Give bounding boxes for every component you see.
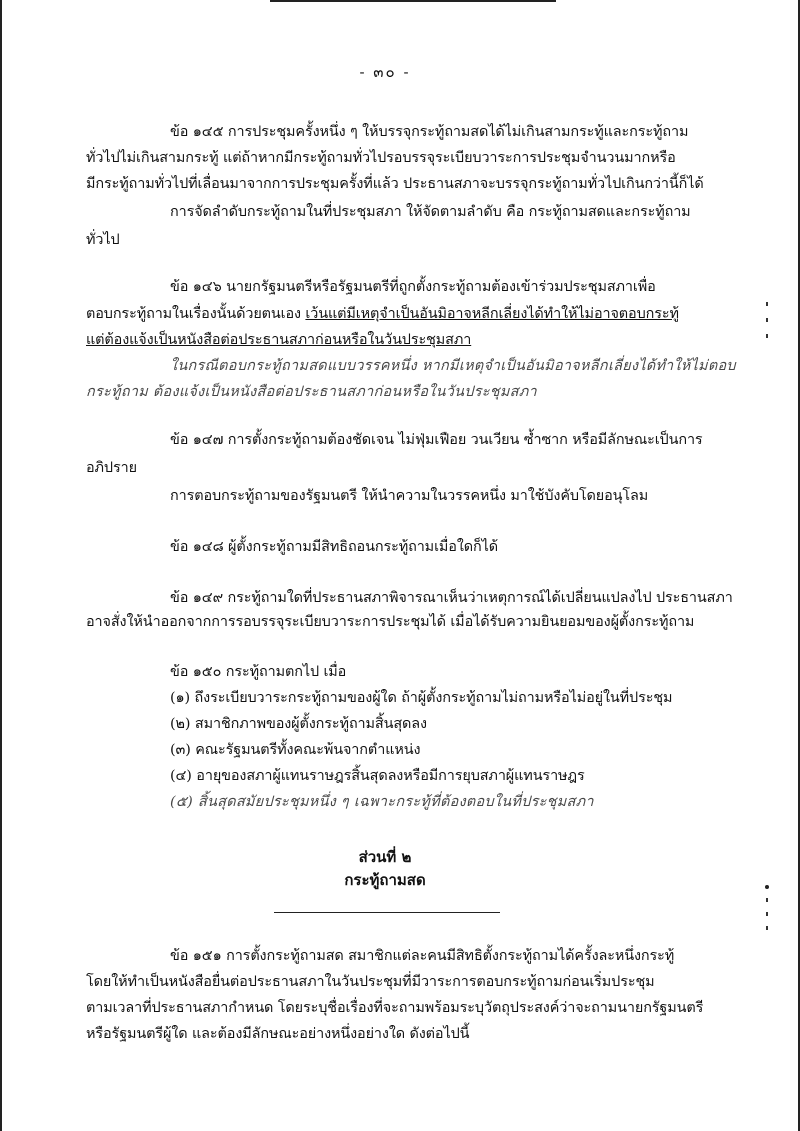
section-150-item-2: (๒) สมาชิกภาพของผู้ตั้งกระทู้ถามสิ้นสุดลง [170,716,427,732]
scan-mark [766,912,768,916]
section-divider [274,912,500,913]
section-149-line-2: อาจสั่งให้นำออกจากการรอบรรจุระเบียบวาระการประชุมได้ เมื่อได้รับความยินยอมของผู้ตั้งกระทู้ถาม [86,614,695,630]
section-146-line-2-text: ตอบกระทู้ถามในเรื่องนั้นด้วยตนเอง [86,306,306,322]
scan-mark [766,318,768,322]
section-145-line-3: มีกระทู้ถามทั่วไปที่เลื่อนมาจากการประชุมครั้งที่แล้ว ประธานสภาจะบรรจุกระทู้ถามทั่วไปเกินกว่านี้ก็ได้ [86,176,704,192]
section-145-line-5: ทั่วไป [86,232,120,248]
top-rule [270,0,556,2]
section-150-item-4: (๔) อายุของสภาผู้แทนราษฎรสิ้นสุดลงหรือมีการยุบสภาผู้แทนราษฎร [170,768,585,784]
section-146-line-2-underlined: เว้นแต่มีเหตุจำเป็นอันมิอาจหลีกเลี่ยงได้ทำให้ไม่อาจตอบกระทู้ [305,306,679,322]
section-146-line-3: แต่ต้องแจ้งเป็นหนังสือต่อประธานสภาก่อนหรือในวันประชุมสภา [86,332,472,348]
section-145-line-4: การจัดลำดับกระทู้ถามในที่ประชุมสภา ให้จัดตามลำดับ คือ กระทู้ถามสดและกระทู้ถาม [170,204,691,220]
section-151-line-4: หรือรัฐมนตรีผู้ใด และต้องมีลักษณะอย่างหนึ่งอย่างใด ดังต่อไปนี้ [86,1026,470,1042]
section-150-line-1: ข้อ ๑๕๐ กระทู้ถามตกไป เมื่อ [170,664,347,680]
section-146-line-4: ในกรณีตอบกระทู้ถามสดแบบวรรคหนึ่ง หากมีเหตุจำเป็นอันมิอาจหลีกเลี่ยงได้ทำให้ไม่ตอบ [170,358,736,374]
scan-mark [766,334,768,338]
section-150-item-1: (๑) ถึงระเบียบวาระกระทู้ถามของผู้ใด ถ้าผู้ตั้งกระทู้ถามไม่ถามหรือไม่อยู่ในที่ประชุม [170,690,673,706]
section-145-line-1: ข้อ ๑๔๕ การประชุมครั้งหนึ่ง ๆ ให้บรรจุกระทู้ถามสดได้ไม่เกินสามกระทู้และกระทู้ถาม [170,124,689,140]
section-151-line-3: ตามเวลาที่ประธานสภากำหนด โดยระบุชื่อเรื่องที่จะถามพร้อมระบุวัตถุประสงค์ว่าจะถามนายกรัฐมนตรี [86,1000,704,1016]
part-subtitle: กระทู้ถามสด [344,871,426,889]
scan-mark [766,926,768,930]
part-title: ส่วนที่ ๒ [358,848,412,866]
section-146-line-5: กระทู้ถาม ต้องแจ้งเป็นหนังสือต่อประธานสภาก่อนหรือในวันประชุมสภา [86,384,537,400]
section-149-line-1: ข้อ ๑๔๙ กระทู้ถามใดที่ประธานสภาพิจารณาเห็นว่าเหตุการณ์ได้เปลี่ยนแปลงไป ประธานสภา [170,590,733,606]
section-151-line-1: ข้อ ๑๕๑ การตั้งกระทู้ถามสด สมาชิกแต่ละคนมีสิทธิตั้งกระทู้ถามได้ครั้งละหนึ่งกระทู้ [170,948,675,964]
section-147-line-1: ข้อ ๑๔๗ การตั้งกระทู้ถามต้องชัดเจน ไม่ฟุ่มเฟือย วนเวียน ซ้ำซาก หรือมีลักษณะเป็นการ [170,432,703,448]
page-number: - ๓๐ - [359,63,411,81]
scan-mark [766,302,768,306]
section-147-line-2: อภิปราย [86,460,137,476]
scan-mark [766,898,768,902]
scan-dot [765,885,769,889]
section-146-line-2 [86,304,679,324]
section-148-line-1: ข้อ ๑๔๘ ผู้ตั้งกระทู้ถามมีสิทธิถอนกระทู้ถามเมื่อใดก็ได้ [170,539,498,555]
section-147-line-3: การตอบกระทู้ถามของรัฐมนตรี ให้นำความในวรรคหนึ่ง มาใช้บังคับโดยอนุโลม [170,488,649,504]
section-145-line-2: ทั่วไปไม่เกินสามกระทู้ แต่ถ้าหากมีกระทู้ถามทั่วไปรอบรรจุระเบียบวาระการประชุมจำนวนมากหรือ [86,150,676,166]
section-151-line-2: โดยให้ทำเป็นหนังสือยื่นต่อประธานสภาในวันประชุมที่มีวาระการตอบกระทู้ถามก่อนเริ่มประชุม [86,974,655,990]
section-150-item-3: (๓) คณะรัฐมนตรีทั้งคณะพ้นจากตำแหน่ง [170,742,421,758]
section-150-item-5: (๕) สิ้นสุดสมัยประชุมหนึ่ง ๆ เฉพาะกระทู้ที่ต้องตอบในที่ประชุมสภา [170,794,594,810]
section-146-line-1: ข้อ ๑๔๖ นายกรัฐมนตรีหรือรัฐมนตรีที่ถูกตั้งกระทู้ถามต้องเข้าร่วมประชุมสภาเพื่อ [170,279,656,295]
